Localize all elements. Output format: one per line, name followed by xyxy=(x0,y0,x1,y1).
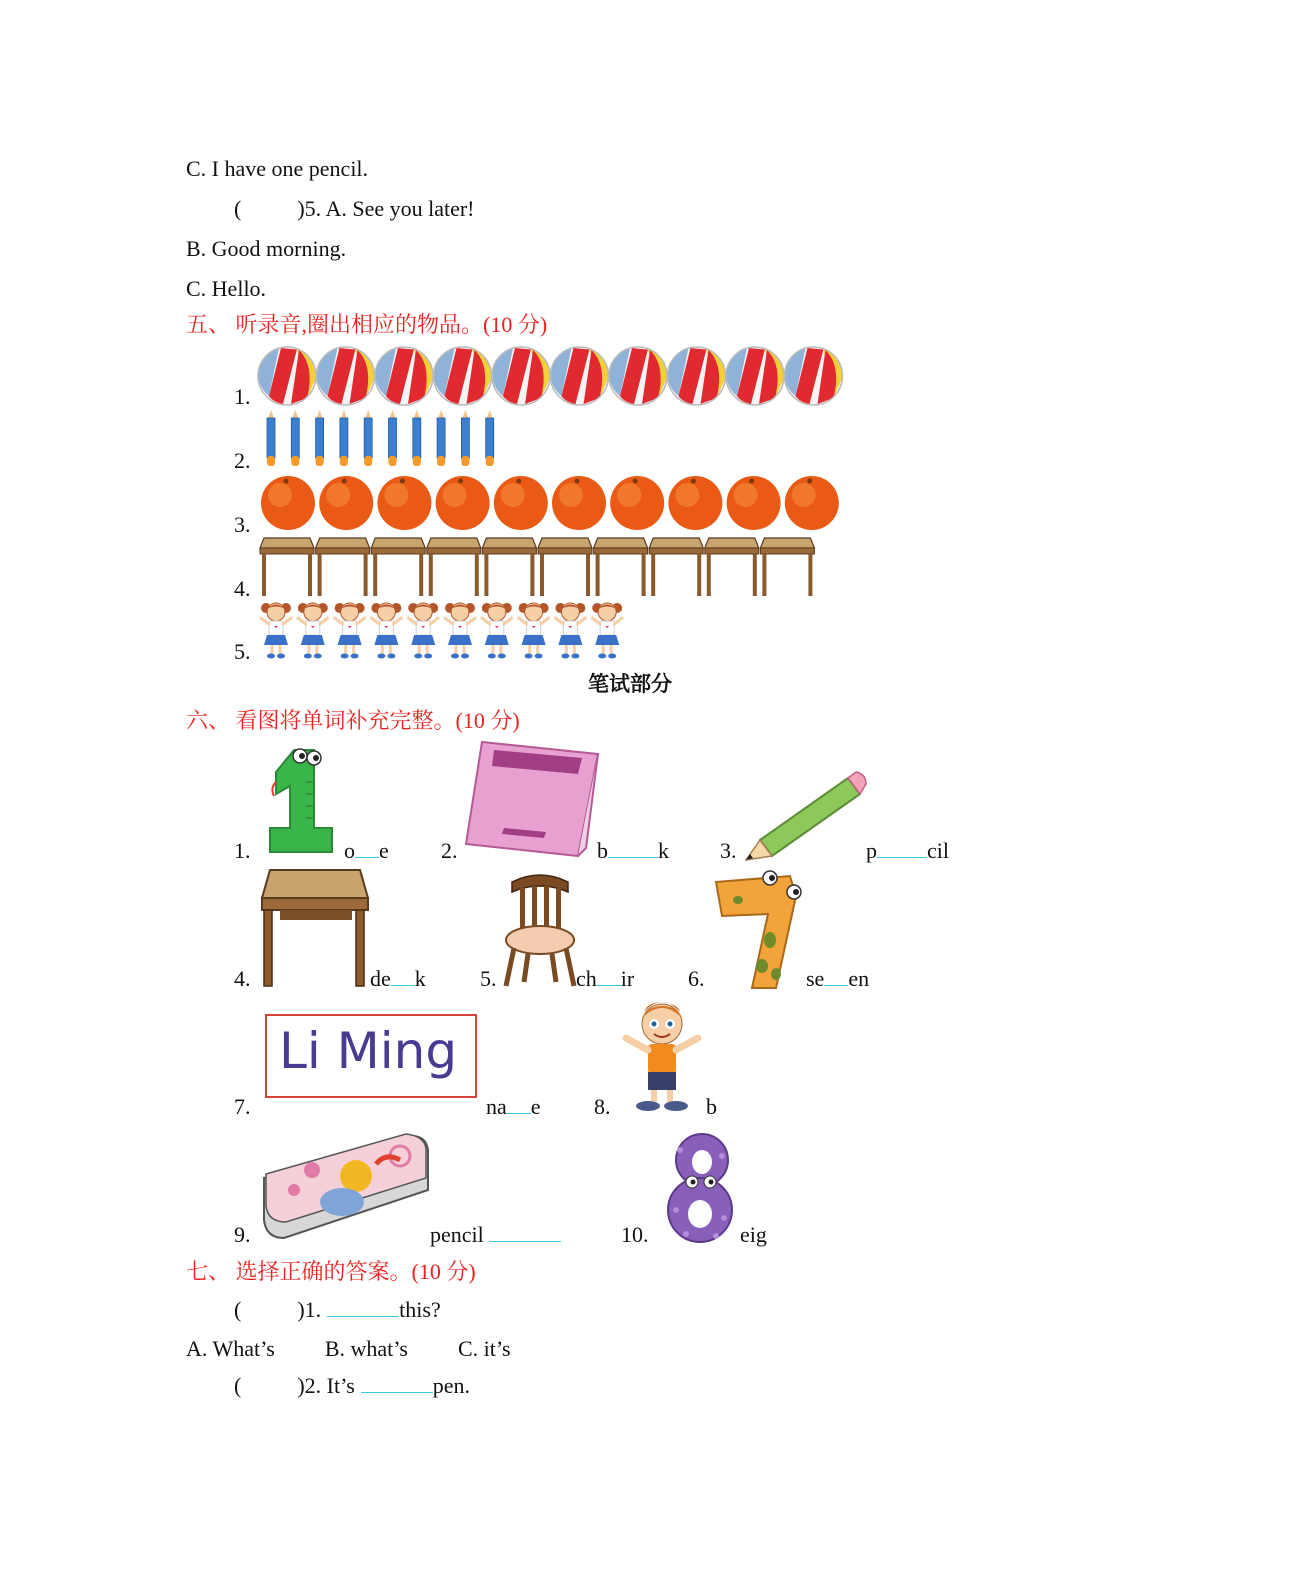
word-desk: de k xyxy=(370,966,426,991)
number-seven-icon xyxy=(714,870,806,988)
desk-icon[interactable] xyxy=(316,538,370,596)
desk-row xyxy=(260,536,816,598)
item-5-number: 5. xyxy=(480,966,497,991)
option-c[interactable]: C. it’s xyxy=(457,1336,511,1361)
desk-icon[interactable] xyxy=(427,538,481,596)
question-5-line xyxy=(234,198,475,220)
blank[interactable] xyxy=(608,841,658,858)
word-seven: se en xyxy=(806,966,870,991)
book-icon xyxy=(464,740,600,858)
question-1-options xyxy=(186,1338,511,1360)
beach-ball-icon[interactable] xyxy=(609,347,667,405)
chair-icon xyxy=(502,870,578,988)
pencil-icon[interactable] xyxy=(437,410,445,466)
beach-ball-icon[interactable] xyxy=(433,347,491,405)
item-10-number: 10. xyxy=(621,1222,649,1247)
name-card-text: Li Ming xyxy=(279,1022,458,1080)
orange-icon[interactable] xyxy=(377,476,431,530)
beach-ball-icon[interactable] xyxy=(316,347,374,405)
item-6-number: 6. xyxy=(688,966,705,991)
blank[interactable] xyxy=(507,1097,531,1114)
orange-icon[interactable] xyxy=(785,476,839,530)
orange-icon[interactable] xyxy=(552,476,606,530)
pencil-icon[interactable] xyxy=(486,410,494,466)
blank[interactable] xyxy=(877,841,927,858)
pencil-case-icon xyxy=(260,1134,432,1242)
pencil-icon[interactable] xyxy=(291,410,299,466)
row-4-number: 4. xyxy=(234,576,251,601)
girl-row xyxy=(258,600,630,660)
pencil-icon[interactable] xyxy=(364,410,372,466)
row-3-number: 3. xyxy=(234,512,251,537)
blank[interactable] xyxy=(391,969,415,986)
item-3-number: 3. xyxy=(720,838,737,863)
girl-icon[interactable] xyxy=(261,603,291,659)
section-7-title: 七、 选择正确的答案。(10 分) xyxy=(186,1259,476,1284)
beach-ball-icon[interactable] xyxy=(784,347,842,405)
word-name: na e xyxy=(486,1094,541,1119)
pencil-icon[interactable] xyxy=(461,410,469,466)
desk-icon xyxy=(260,868,372,988)
word-boy: b xyxy=(706,1094,717,1119)
desk-icon[interactable] xyxy=(538,538,592,596)
answer-paren: ( xyxy=(234,196,242,221)
desk-icon[interactable] xyxy=(482,538,536,596)
orange-icon[interactable] xyxy=(436,476,490,530)
number-eight-icon xyxy=(662,1130,740,1244)
blank[interactable] xyxy=(327,1300,399,1317)
orange-row xyxy=(260,474,846,532)
section-5-title: 五、 听录音,圈出相应的物品。(10 分) xyxy=(186,312,548,337)
beach-ball-icon[interactable] xyxy=(375,347,433,405)
orange-icon[interactable] xyxy=(610,476,664,530)
word-book: b k xyxy=(597,838,669,863)
option-c-line: C. I have one pencil. xyxy=(186,156,369,181)
blank[interactable] xyxy=(489,1225,561,1242)
written-part-heading: 笔试部分 xyxy=(588,672,672,696)
item-9-number: 9. xyxy=(234,1222,251,1247)
blank[interactable] xyxy=(597,969,621,986)
girl-icon[interactable] xyxy=(555,603,585,659)
pencil-icon[interactable] xyxy=(340,410,348,466)
blank[interactable] xyxy=(824,969,848,986)
blank[interactable] xyxy=(361,1376,433,1393)
orange-icon[interactable] xyxy=(494,476,548,530)
beach-ball-icon[interactable] xyxy=(726,347,784,405)
desk-icon[interactable] xyxy=(371,538,425,596)
desk-icon[interactable] xyxy=(260,538,314,596)
desk-icon[interactable] xyxy=(649,538,703,596)
item-1-number: 1. xyxy=(234,838,251,863)
word-chair: ch ir xyxy=(576,966,635,991)
pencil-icon[interactable] xyxy=(316,410,324,466)
girl-icon[interactable] xyxy=(445,603,475,659)
desk-icon[interactable] xyxy=(760,538,814,596)
item-8-number: 8. xyxy=(594,1094,611,1119)
girl-icon[interactable] xyxy=(592,603,622,659)
section-6-title: 六、 看图将单词补充完整。(10 分) xyxy=(186,708,520,733)
girl-icon[interactable] xyxy=(335,603,365,659)
girl-icon[interactable] xyxy=(371,603,401,659)
beach-ball-icon[interactable] xyxy=(492,347,550,405)
word-one: o e xyxy=(344,838,389,863)
option-b[interactable]: B. what’s xyxy=(324,1336,408,1361)
orange-icon[interactable] xyxy=(668,476,722,530)
pencil-row xyxy=(262,410,502,468)
blank[interactable] xyxy=(355,841,379,858)
beach-ball-icon[interactable] xyxy=(667,347,725,405)
orange-icon[interactable] xyxy=(261,476,315,530)
question-5-text: )5. A. See you later! xyxy=(297,196,475,221)
girl-icon[interactable] xyxy=(482,603,512,659)
row-2-number: 2. xyxy=(234,448,251,473)
item-4-number: 4. xyxy=(234,966,251,991)
pencil-icon[interactable] xyxy=(267,410,275,466)
beach-ball-icon[interactable] xyxy=(258,347,316,405)
name-card xyxy=(265,1014,477,1098)
desk-icon[interactable] xyxy=(594,538,648,596)
pencil-icon[interactable] xyxy=(389,410,397,466)
word-pencil: p cil xyxy=(866,838,949,863)
item-2-number: 2. xyxy=(441,838,458,863)
pencil-icon[interactable] xyxy=(413,410,421,466)
boy-icon xyxy=(618,996,706,1112)
girl-icon[interactable] xyxy=(298,603,328,659)
desk-icon[interactable] xyxy=(705,538,759,596)
row-1-number: 1. xyxy=(234,384,251,409)
item-7-number: 7. xyxy=(234,1094,251,1119)
beach-ball-icon[interactable] xyxy=(550,347,608,405)
beach-ball-row xyxy=(258,345,848,407)
row-5-number: 5. xyxy=(234,639,251,664)
word-pencil-case: pencil xyxy=(430,1224,561,1246)
option-a[interactable]: A. What’s xyxy=(186,1336,275,1361)
girl-icon[interactable] xyxy=(519,603,549,659)
word-eight: eig xyxy=(740,1222,767,1247)
option-b-line: B. Good morning. xyxy=(186,236,347,261)
question-1-line: ( )1. this? xyxy=(234,1297,441,1322)
orange-icon[interactable] xyxy=(319,476,373,530)
girl-icon[interactable] xyxy=(408,603,438,659)
question-2-line: ( )2. It’s pen. xyxy=(234,1373,471,1398)
number-one-icon xyxy=(262,742,342,854)
pencil-icon xyxy=(744,768,868,860)
orange-icon[interactable] xyxy=(727,476,781,530)
option-c-line-2: C. Hello. xyxy=(186,276,267,301)
